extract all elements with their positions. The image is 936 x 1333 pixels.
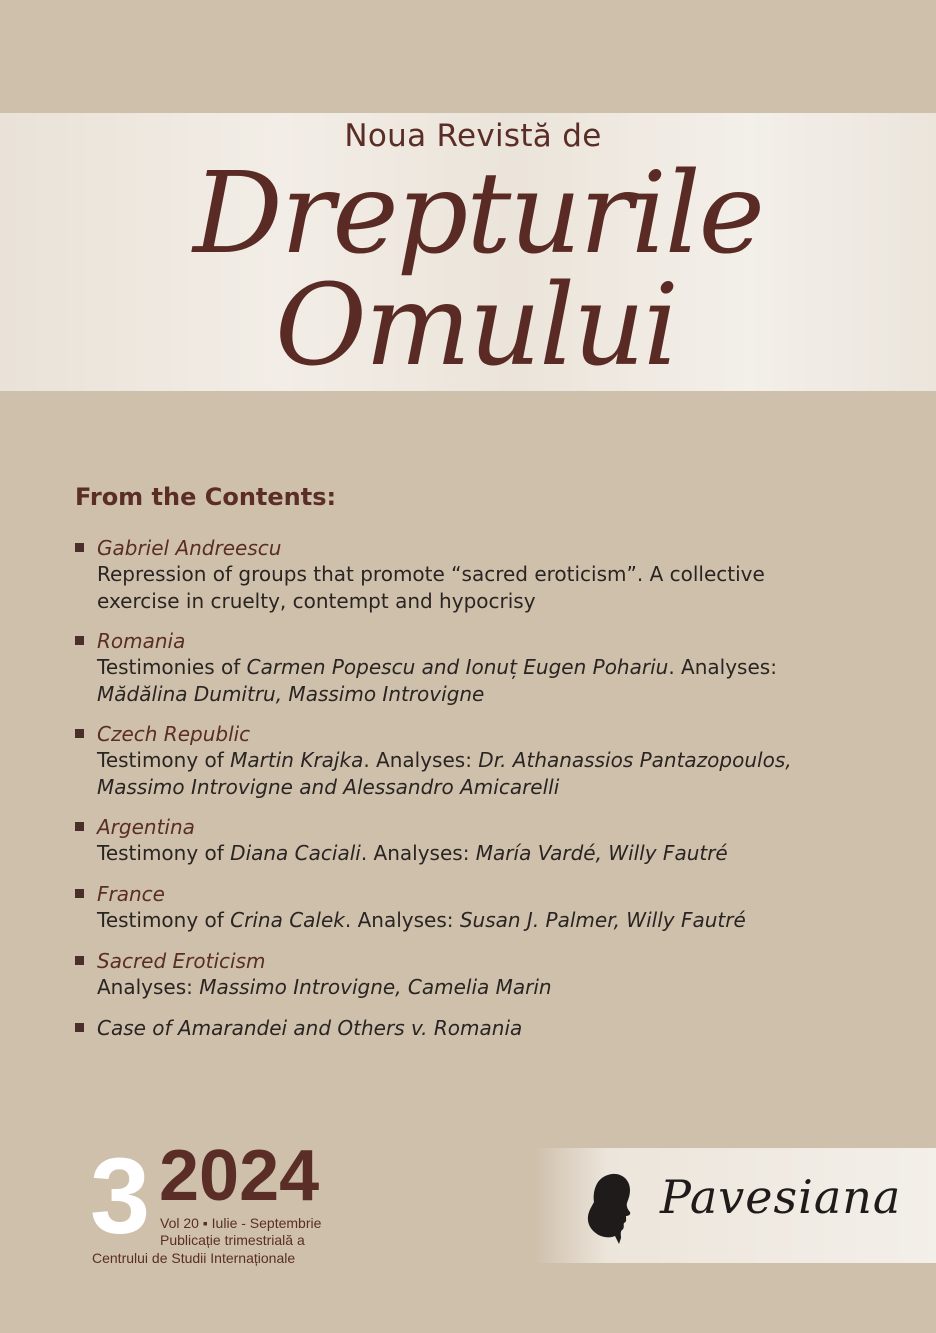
contents-title: From the Contents: <box>75 483 337 511</box>
bullet-icon <box>75 543 84 552</box>
item-heading: Romania <box>97 629 186 653</box>
item-line: Analyses: Massimo Introvigne, Camelia Marin <box>97 975 552 999</box>
silhouette-icon <box>585 1172 637 1244</box>
item-line: Repression of groups that promote “sacred eroticism”. A collective <box>97 562 765 586</box>
issue-number: 3 <box>90 1135 151 1256</box>
item-line: Testimony of Crina Calek. Analyses: Susan J. Palmer, Willy Fautré <box>97 908 746 932</box>
item-line: Testimony of Martin Krajka. Analyses: Dr. Athanassios Pantazopoulos, <box>97 748 792 772</box>
item-line: exercise in cruelty, contempt and hypocrisy <box>97 588 536 613</box>
bullet-icon <box>75 956 84 965</box>
list-item <box>75 535 875 628</box>
item-heading: France <box>97 882 165 906</box>
publisher-name: Pavesiana <box>660 1170 902 1224</box>
bullet-icon <box>75 889 84 898</box>
item-heading: Argentina <box>97 815 195 839</box>
list-item <box>75 948 875 1015</box>
item-line: Massimo Introvigne and Alessandro Amicarelli <box>97 774 560 799</box>
list-item <box>75 1015 875 1045</box>
list-item <box>75 628 875 721</box>
item-line: Testimonies of Carmen Popescu and Ionuț Eugen Pohariu. Analyses: <box>97 655 777 679</box>
publication-line: Centrului de Studii Internaționale <box>92 1250 296 1266</box>
contents-list <box>75 535 875 1045</box>
item-heading: Sacred Eroticism <box>97 949 266 973</box>
item-heading: Czech Republic <box>97 722 251 746</box>
bullet-icon <box>75 636 84 645</box>
list-item <box>75 881 875 948</box>
journal-title-line2: Omului <box>275 261 677 391</box>
item-line: Case of Amarandei and Others v. Romania <box>97 1016 523 1040</box>
bullet-icon <box>75 1023 84 1032</box>
issue-year: 2024 <box>159 1136 320 1216</box>
publisher-logo <box>535 1148 936 1263</box>
item-line: Testimony of Diana Caciali. Analyses: María Vardé, Willy Fautré <box>97 841 728 865</box>
issue-volume: Vol 20 ▪ Iulie - Septembrie <box>160 1215 322 1231</box>
list-item <box>75 814 875 881</box>
list-item <box>75 721 875 814</box>
item-heading: Gabriel Andreescu <box>97 536 282 560</box>
journal-pre-title: Noua Revistă de <box>344 118 602 154</box>
publication-line: Publicație trimestrială a <box>160 1232 305 1248</box>
bullet-icon <box>75 729 84 738</box>
journal-title-line1: Drepturile <box>193 149 763 279</box>
item-line: Mădălina Dumitru, Massimo Introvigne <box>97 681 485 706</box>
bullet-icon <box>75 822 84 831</box>
